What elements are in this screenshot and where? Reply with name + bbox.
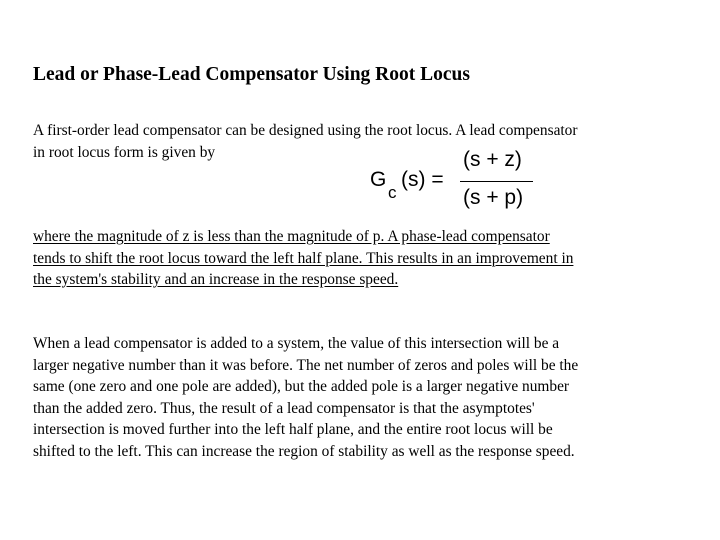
intro-line-1: A first-order lead compensator can be designed using the root locus. A lead compensator <box>33 122 578 139</box>
formula-lhs-rest: (s) = <box>401 168 444 191</box>
formula-symbol: G <box>370 168 387 191</box>
asymptote-paragraph <box>33 333 683 462</box>
asymptote-line-1: When a lead compensator is added to a system, the value of this intersection will be a <box>33 335 560 352</box>
phase-lead-line-2: tends to shift the root locus toward the left half plane. This results in an improvement in <box>33 249 574 267</box>
slide-title: Lead or Phase-Lead Compensator Using Root Locus <box>33 64 470 85</box>
formula-subscript: c <box>388 183 397 202</box>
asymptote-line-4: than the added zero. Thus, the result of a lead compensator is that the asymptotes' <box>33 399 535 417</box>
asymptote-line-6: shifted to the left. This can increase the region of stability as well as the response speed. <box>33 442 575 460</box>
phase-lead-line-1: where the magnitude of z is less than the magnitude of p. A phase-lead compensator <box>33 228 550 245</box>
intro-line-2: in root locus form is given by <box>33 143 216 161</box>
asymptote-line-3: same (one zero and one pole are added), but the added pole is a larger negative number <box>33 378 570 395</box>
fraction-bar <box>460 181 533 182</box>
formula-numerator: (s + z) <box>463 148 522 171</box>
intro-paragraph <box>33 120 683 163</box>
compensator-transfer-function <box>370 148 570 220</box>
asymptote-line-2: larger negative number than it was before. The net number of zeros and poles will be the <box>33 356 579 374</box>
phase-lead-paragraph <box>33 226 573 291</box>
formula-denominator: (s + p) <box>463 186 524 209</box>
asymptote-line-5: intersection is moved further into the left half plane, and the entire root locus will be <box>33 421 553 438</box>
phase-lead-line-3: the system's stability and an increase in the response speed. <box>33 271 399 288</box>
